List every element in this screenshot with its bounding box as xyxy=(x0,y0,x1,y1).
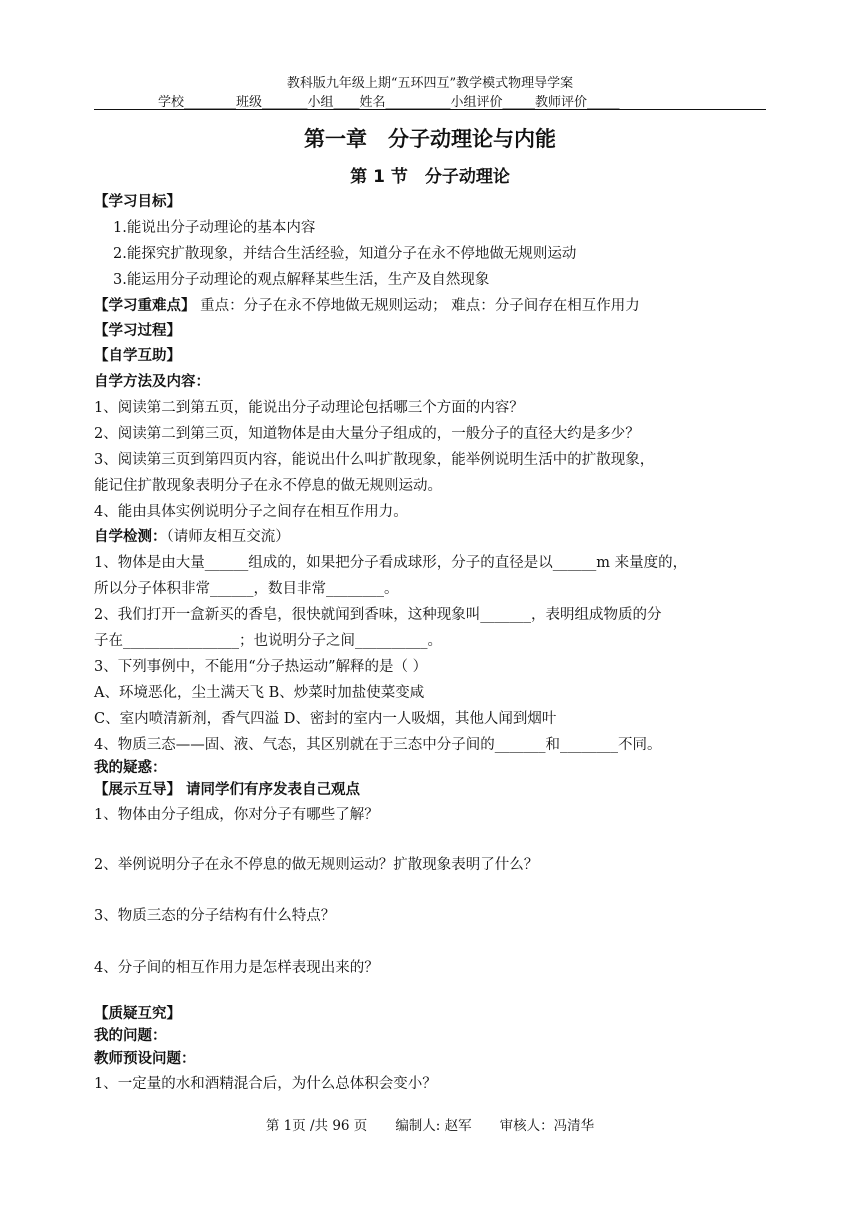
reviewer-credit: 审核人：冯清华 xyxy=(499,1118,595,1134)
display-item: 2、举例说明分子在永不停息的做无规则运动？扩散现象表明了什么？ xyxy=(94,857,539,873)
check-heading: 自学检测： xyxy=(94,529,167,545)
check-line: 1、物体是由大量______组成的，如果把分子看成球形，分子的直径是以______m 来量度的， xyxy=(94,555,688,571)
key-points-heading: 【学习重难点】 xyxy=(94,298,196,314)
goals-heading: 【学习目标】 xyxy=(94,194,181,210)
chapter-title: 第一章 分子动理论与内能 xyxy=(304,127,556,151)
goal-item: 2.能探究扩散现象，并结合生活经验，知道分子在永不停地做无规则运动 xyxy=(113,246,577,262)
check-line: A、环境恶化，尘土满天飞 B、炒菜时加盐使菜变咸 xyxy=(94,685,425,701)
check-line: 2、我们打开一盒新买的香皂，很快就闻到香味，这种现象叫_______，表明组成物质的分 xyxy=(94,607,662,623)
header-title: 教科版九年级上期“五环四互”教学模式物理导学案 xyxy=(286,76,574,91)
process-heading: 【学习过程】 xyxy=(94,323,181,339)
check-heading-line xyxy=(94,527,290,547)
check-line: 所以分子体积非常______，数目非常________。 xyxy=(94,581,399,597)
method-item: 1、阅读第二到第五页，能说出分子动理论包括哪三个方面的内容？ xyxy=(94,400,524,416)
methods-heading: 自学方法及内容： xyxy=(94,374,210,390)
my-questions-heading: 我的问题： xyxy=(94,1028,167,1044)
page-number: 第 1页 /共 96 页 xyxy=(265,1118,368,1134)
key-points-text: 重点：分子在永不停地做无规则运动； 难点：分子间存在相互作用力 xyxy=(195,298,640,314)
doubts-heading: 我的疑惑： xyxy=(94,760,167,776)
header-divider xyxy=(94,109,766,110)
check-note: （请师友相互交流） xyxy=(166,529,290,545)
section-title: 第 1 节 分子动理论 xyxy=(350,167,510,187)
display-item: 4、分子间的相互作用力是怎样表现出来的？ xyxy=(94,960,379,976)
check-line: C、室内喷清新剂，香气四溢 D、密封的室内一人吸烟，其他人闻到烟叶 xyxy=(94,711,557,727)
display-item: 1、物体由分子组成，你对分子有哪些了解？ xyxy=(94,807,379,823)
check-line: 4、物质三态——固、液、气态，其区别就在于三态中分子间的_______和________不同。 xyxy=(94,737,662,753)
editor-credit: 编制人: 赵军 xyxy=(395,1118,472,1134)
check-line: 子在________________；也说明分子之间__________。 xyxy=(94,633,442,649)
key-points-line xyxy=(94,296,640,316)
self-study-heading: 【自学互助】 xyxy=(94,348,181,364)
method-item: 3、阅读第三页到第四页内容，能说出什么叫扩散现象，能举例说明生活中的扩散现象， xyxy=(94,452,655,468)
header-info-fields: 学校________班级_______小组____姓名__________小组评价_____教师评价_____ xyxy=(158,95,620,110)
display-item: 3、物质三态的分子结构有什么特点？ xyxy=(94,908,336,924)
goal-item: 3.能运用分子动理论的观点解释某些生活，生产及自然现象 xyxy=(113,272,490,288)
inquiry-heading: 【质疑互究】 xyxy=(94,1006,181,1022)
page-footer xyxy=(0,1114,860,1134)
goal-item: 1.能说出分子动理论的基本内容 xyxy=(113,220,316,236)
teacher-questions-heading: 教师预设问题： xyxy=(94,1051,196,1067)
teacher-question-item: 1、一定量的水和酒精混合后，为什么总体积会变小？ xyxy=(94,1076,437,1092)
display-heading: 【展示互导】 请同学们有序发表自己观点 xyxy=(94,782,361,798)
check-line: 3、下列事例中，不能用“分子热运动”解释的是（ ） xyxy=(94,659,428,675)
method-item: 能记住扩散现象表明分子在永不停息的做无规则运动。 xyxy=(94,478,442,494)
method-item: 2、阅读第二到第三页，知道物体是由大量分子组成的，一般分子的直径大约是多少？ xyxy=(94,426,640,442)
method-item: 4、能由具体实例说明分子之间存在相互作用力。 xyxy=(94,504,408,520)
